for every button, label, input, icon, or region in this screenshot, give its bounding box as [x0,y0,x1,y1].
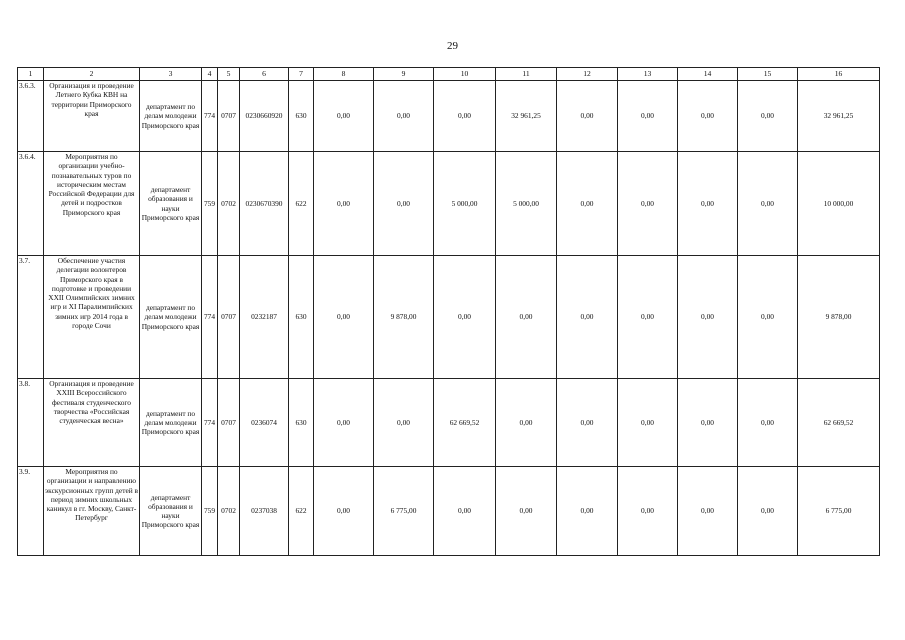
amount-cell: 6 775,00 [374,467,434,556]
code-cell: 0237038 [240,467,289,556]
amount-cell: 0,00 [496,379,557,467]
amount-cell: 9 878,00 [374,256,434,379]
amount-cell: 0,00 [314,81,374,152]
measure-name: Организация и проведение XXIII Всероссийского фестиваля студенческого творчества «Российская студенческая весна» [44,379,140,467]
code-cell: 774 [202,81,218,152]
code-cell: 630 [289,81,314,152]
row-number: 3.7. [18,256,44,379]
amount-cell: 0,00 [557,467,618,556]
total-cell: 62 669,52 [798,379,880,467]
department: департамент по делам молодежи Приморского края [140,81,202,152]
total-cell: 32 961,25 [798,81,880,152]
header-cell: 1 [18,68,44,81]
amount-cell: 0,00 [314,152,374,256]
measure-name: Мероприятия по организации учебно-познавательных туров по историческим местам Российской Федерации для детей и подростков Приморского края [44,152,140,256]
header-cell: 16 [798,68,880,81]
code-cell: 0236074 [240,379,289,467]
code-cell: 0230670390 [240,152,289,256]
header-cell: 3 [140,68,202,81]
amount-cell: 0,00 [678,467,738,556]
total-cell: 9 878,00 [798,256,880,379]
amount-cell: 0,00 [678,81,738,152]
amount-cell: 0,00 [314,379,374,467]
code-cell: 0702 [218,152,240,256]
header-cell: 14 [678,68,738,81]
amount-cell: 0,00 [374,81,434,152]
amount-cell: 0,00 [678,152,738,256]
amount-cell: 32 961,25 [496,81,557,152]
header-cell: 4 [202,68,218,81]
department: департамент по делам молодежи Приморского края [140,256,202,379]
table-row [18,467,880,556]
amount-cell: 0,00 [557,81,618,152]
code-cell: 0707 [218,379,240,467]
amount-cell: 0,00 [738,256,798,379]
amount-cell: 5 000,00 [496,152,557,256]
amount-cell: 0,00 [496,256,557,379]
code-cell: 774 [202,256,218,379]
department: департамент по делам молодежи Приморского края [140,379,202,467]
header-cell: 13 [618,68,678,81]
code-cell: 0707 [218,81,240,152]
amount-cell: 0,00 [678,379,738,467]
table-row [18,81,880,152]
amount-cell: 0,00 [314,467,374,556]
table-row [18,256,880,379]
header-cell: 8 [314,68,374,81]
amount-cell: 0,00 [618,256,678,379]
code-cell: 0232187 [240,256,289,379]
amount-cell: 0,00 [557,379,618,467]
header-cell: 2 [44,68,140,81]
amount-cell: 0,00 [557,256,618,379]
amount-cell: 0,00 [738,379,798,467]
row-number: 3.9. [18,467,44,556]
amount-cell: 5 000,00 [434,152,496,256]
code-cell: 0702 [218,467,240,556]
table-row [18,379,880,467]
table-row [18,152,880,256]
amount-cell: 0,00 [618,467,678,556]
budget-table [17,67,880,556]
amount-cell: 0,00 [738,81,798,152]
amount-cell: 0,00 [557,152,618,256]
header-cell: 10 [434,68,496,81]
header-cell: 9 [374,68,434,81]
code-cell: 759 [202,152,218,256]
code-cell: 759 [202,467,218,556]
amount-cell: 0,00 [738,152,798,256]
code-cell: 630 [289,379,314,467]
header-cell: 7 [289,68,314,81]
header-cell: 15 [738,68,798,81]
code-cell: 630 [289,256,314,379]
code-cell: 774 [202,379,218,467]
amount-cell: 62 669,52 [434,379,496,467]
measure-name: Организация и проведение Летнего Кубка КВН на территории Приморского края [44,81,140,152]
code-cell: 0230660920 [240,81,289,152]
measure-name: Мероприятия по организации и направлению экскурсионных групп детей в период зимних школьных каникул в гг. Москву, Санкт-Петербург [44,467,140,556]
code-cell: 622 [289,467,314,556]
amount-cell: 0,00 [618,81,678,152]
amount-cell: 0,00 [434,467,496,556]
department: департамент образования и науки Приморского края [140,152,202,256]
header-cell: 6 [240,68,289,81]
amount-cell: 0,00 [374,379,434,467]
amount-cell: 0,00 [496,467,557,556]
department: департамент образования и науки Приморского края [140,467,202,556]
page-number: 29 [447,40,458,52]
amount-cell: 0,00 [618,152,678,256]
amount-cell: 0,00 [618,379,678,467]
row-number: 3.6.3. [18,81,44,152]
code-cell: 0707 [218,256,240,379]
code-cell: 622 [289,152,314,256]
header-row [18,68,880,81]
amount-cell: 0,00 [314,256,374,379]
row-number: 3.6.4. [18,152,44,256]
row-number: 3.8. [18,379,44,467]
total-cell: 6 775,00 [798,467,880,556]
amount-cell: 0,00 [678,256,738,379]
measure-name: Обеспечение участия делегации волонтеров Приморского края в подготовке и проведении XXII Олимпийских зимних игр и XI Паралимпийских зимних игр 2014 года в городе Сочи [44,256,140,379]
amount-cell: 0,00 [434,81,496,152]
header-cell: 12 [557,68,618,81]
amount-cell: 0,00 [738,467,798,556]
amount-cell: 0,00 [434,256,496,379]
total-cell: 10 000,00 [798,152,880,256]
header-cell: 5 [218,68,240,81]
header-cell: 11 [496,68,557,81]
amount-cell: 0,00 [374,152,434,256]
